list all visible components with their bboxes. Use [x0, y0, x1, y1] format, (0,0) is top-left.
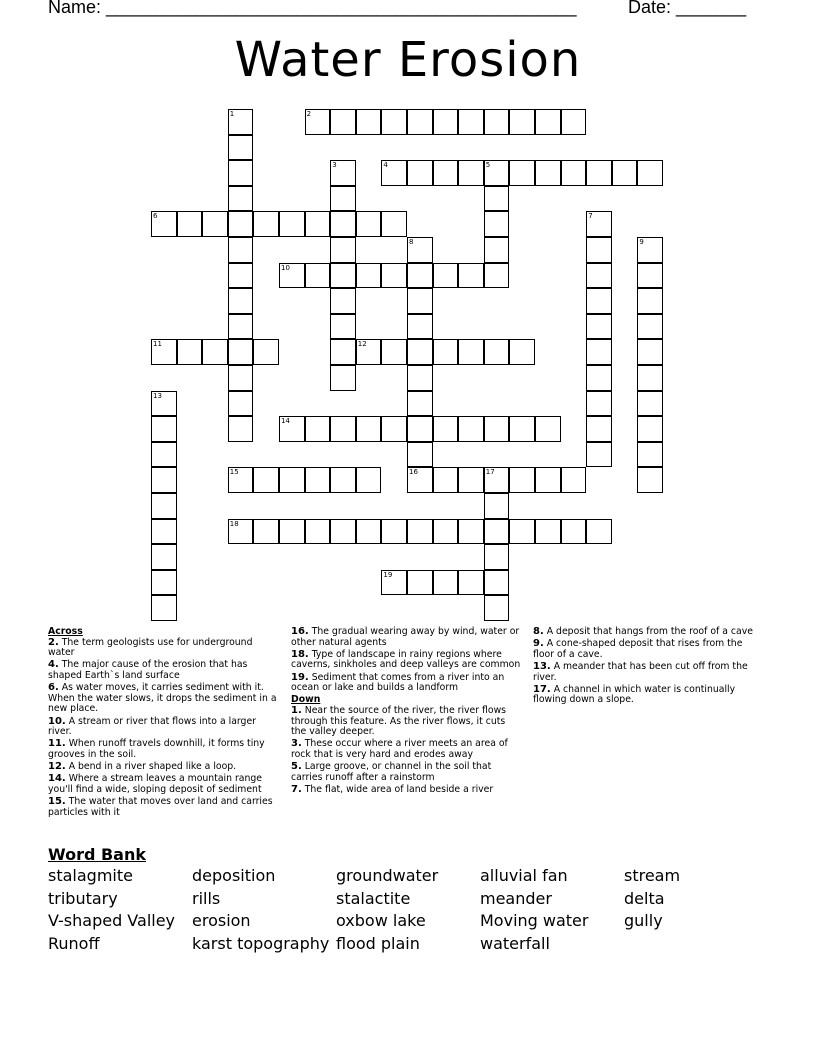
clue-across-2 — [48, 638, 280, 659]
grid-cell[interactable] — [330, 416, 356, 442]
grid-cell[interactable] — [305, 109, 331, 135]
clue-text: A cone-shaped deposit that rises from the floor of a cave. — [533, 638, 743, 660]
clue-number: 16. — [291, 626, 309, 637]
grid-cell[interactable] — [228, 237, 254, 263]
cell-number: 5 — [485, 161, 491, 170]
cell-number: 9 — [639, 238, 644, 246]
clue-down-5 — [291, 762, 523, 783]
grid-cell[interactable] — [407, 519, 433, 545]
grid-cell[interactable] — [433, 416, 459, 442]
grid-cell[interactable] — [484, 493, 510, 519]
grid-cell[interactable] — [484, 339, 510, 365]
cell-number: 1 — [229, 110, 235, 118]
down-heading: Down — [291, 694, 321, 706]
word-bank-item: tributary — [48, 888, 118, 908]
grid-cell[interactable] — [228, 263, 254, 289]
clues-column-3 — [533, 627, 758, 708]
clue-number: 13. — [533, 660, 551, 672]
grid-cell[interactable] — [330, 237, 356, 263]
grid-cell[interactable] — [484, 211, 510, 237]
grid-cell[interactable] — [228, 211, 254, 237]
grid-cell[interactable] — [612, 160, 638, 186]
grid-cell[interactable] — [484, 416, 510, 442]
grid-cell[interactable] — [484, 544, 510, 570]
grid-cell[interactable] — [433, 339, 459, 365]
grid-cell[interactable] — [356, 263, 382, 289]
grid-cell[interactable] — [637, 288, 663, 314]
grid-cell[interactable] — [381, 416, 407, 442]
word-bank-item: stalactite — [336, 888, 411, 908]
grid-cell[interactable] — [586, 442, 612, 468]
grid-cell[interactable] — [561, 160, 587, 186]
grid-cell[interactable] — [151, 570, 177, 596]
clue-number: 4. — [48, 659, 59, 671]
clue-across-16 — [291, 627, 523, 648]
grid-cell[interactable] — [228, 339, 254, 365]
grid-cell[interactable] — [637, 160, 663, 186]
grid-cell[interactable] — [484, 595, 510, 621]
grid-cell[interactable] — [458, 519, 484, 545]
clue-text: A stream or river that flows into a larger river. — [48, 715, 256, 738]
grid-cell[interactable] — [177, 339, 203, 365]
cell-number: 13 — [153, 391, 162, 400]
clue-text: When runoff travels downhill, it forms tiny grooves in the soil. — [48, 738, 265, 760]
grid-cell[interactable] — [151, 339, 177, 365]
grid-cell[interactable] — [458, 263, 484, 289]
grid-cell[interactable] — [330, 109, 356, 135]
word-bank-title: Word Bank — [48, 845, 147, 864]
grid-cell[interactable] — [484, 160, 510, 186]
grid-cell[interactable] — [177, 211, 203, 237]
grid-cell[interactable] — [202, 339, 228, 365]
clue-across-15 — [48, 797, 280, 818]
grid-cell[interactable] — [586, 416, 612, 442]
clue-text: The gradual wearing away by wind, water or other natural agents — [291, 626, 520, 648]
grid-cell[interactable] — [151, 416, 177, 442]
grid-cell[interactable] — [433, 263, 459, 289]
grid-cell[interactable] — [484, 237, 510, 263]
grid-cell[interactable] — [509, 160, 535, 186]
cell-number: 15 — [229, 468, 239, 477]
clue-text: As water moves, it carries sediment with it. When the water slows, it drops the sediment in a new place. — [48, 682, 277, 715]
grid-cell[interactable] — [253, 211, 279, 237]
word-bank-item: Moving water — [480, 911, 589, 931]
clues-column-1 — [48, 627, 280, 820]
clue-number: 8. — [533, 626, 544, 637]
grid-cell[interactable] — [637, 467, 663, 493]
grid-cell[interactable] — [381, 211, 407, 237]
grid-cell[interactable] — [407, 160, 433, 186]
grid-cell[interactable] — [407, 570, 433, 596]
grid-cell[interactable] — [305, 263, 331, 289]
grid-cell[interactable] — [330, 467, 356, 493]
clue-text: The term geologists use for underground water — [48, 636, 253, 659]
grid-cell[interactable] — [330, 186, 356, 212]
grid-cell[interactable] — [228, 519, 254, 545]
clue-number: 12. — [48, 761, 66, 773]
grid-cell[interactable] — [586, 365, 612, 391]
grid-cell[interactable] — [484, 109, 510, 135]
grid-cell[interactable] — [330, 263, 356, 289]
word-bank-item: V-shaped Valley — [48, 911, 176, 931]
clue-text: Near the source of the river, the river flows through this feature. As the river flows, it cuts the valley deeper. — [291, 704, 507, 738]
grid-cell[interactable] — [228, 135, 254, 161]
grid-cell[interactable] — [356, 109, 382, 135]
grid-cell[interactable] — [407, 442, 433, 468]
grid-cell[interactable] — [458, 339, 484, 365]
cell-number: 4 — [383, 161, 388, 170]
grid-cell[interactable] — [535, 416, 561, 442]
cell-number: 12 — [357, 340, 367, 349]
grid-cell[interactable] — [484, 263, 510, 289]
grid-cell[interactable] — [381, 263, 407, 289]
clue-text: These occur where a river meets an area of rock that is very hard and erodes away — [291, 738, 508, 760]
grid-cell[interactable] — [407, 339, 433, 365]
clue-number: 17. — [533, 683, 551, 695]
grid-cell[interactable] — [330, 365, 356, 391]
clue-text: Sediment that comes from a river into an ocean or lake and builds a landform — [291, 671, 505, 694]
clue-number: 10. — [48, 715, 66, 727]
clue-text: A bend in a river shaped like a loop. — [68, 761, 237, 773]
grid-cell[interactable] — [305, 519, 331, 545]
clue-down-3 — [291, 739, 523, 760]
word-bank-item: delta — [624, 888, 665, 908]
grid-cell[interactable] — [484, 186, 510, 212]
grid-cell[interactable] — [253, 519, 279, 545]
clue-text: A meander that has been cut off from the river. — [533, 660, 748, 683]
cell-number: 6 — [153, 212, 158, 221]
grid-cell[interactable] — [381, 570, 407, 596]
grid-cell[interactable] — [279, 211, 305, 237]
word-bank-item: karst topography — [192, 934, 330, 954]
grid-cell[interactable] — [458, 160, 484, 186]
word-bank-item: stalagmite — [48, 866, 133, 885]
across-heading: Across — [48, 626, 83, 637]
clue-text: The flat, wide area of land beside a river — [304, 783, 494, 795]
grid-cell[interactable] — [535, 109, 561, 135]
clue-down-13 — [533, 662, 758, 683]
grid-cell[interactable] — [458, 416, 484, 442]
clue-down-1 — [291, 706, 523, 738]
grid-cell[interactable] — [637, 442, 663, 468]
grid-cell[interactable] — [407, 109, 433, 135]
grid-cell[interactable] — [586, 263, 612, 289]
grid-cell[interactable] — [586, 519, 612, 545]
clue-text: Where a stream leaves a mountain range you'll find a wide, sloping deposit of sediment — [48, 773, 262, 795]
clue-down-8 — [533, 627, 758, 638]
grid-cell[interactable] — [535, 160, 561, 186]
word-bank-item: stream — [624, 866, 681, 885]
grid-cell[interactable] — [305, 467, 331, 493]
grid-cell[interactable] — [228, 160, 254, 186]
grid-cell[interactable] — [279, 263, 305, 289]
word-bank-item: erosion — [192, 911, 251, 931]
grid-cell[interactable] — [381, 339, 407, 365]
grid-cell[interactable] — [637, 391, 663, 417]
grid-cell[interactable] — [637, 314, 663, 340]
grid-cell[interactable] — [356, 211, 382, 237]
clue-text: Large groove, or channel in the soil that carries runoff after a rainstorm — [291, 761, 492, 783]
cell-number: 16 — [409, 468, 418, 477]
clue-across-12 — [48, 762, 280, 773]
cell-number: 14 — [281, 417, 290, 426]
clue-text: A deposit that hangs from the roof of a cave — [546, 626, 753, 637]
grid-cell[interactable] — [484, 467, 510, 493]
cell-number: 17 — [485, 468, 495, 477]
grid-cell[interactable] — [202, 211, 228, 237]
grid-cell[interactable] — [330, 288, 356, 314]
clue-text: The major cause of the erosion that has shaped Earth`s land surface — [48, 659, 248, 681]
grid-cell[interactable] — [407, 237, 433, 263]
clue-number: 11. — [48, 738, 66, 750]
grid-cell[interactable] — [509, 416, 535, 442]
grid-cell[interactable] — [253, 339, 279, 365]
clue-across-11 — [48, 739, 280, 760]
clue-across-18 — [291, 650, 523, 671]
grid-cell[interactable] — [151, 595, 177, 621]
grid-cell[interactable] — [228, 186, 254, 212]
grid-cell[interactable] — [509, 339, 535, 365]
word-bank-item: deposition — [192, 866, 276, 885]
grid-cell[interactable] — [586, 237, 612, 263]
grid-cell[interactable] — [586, 314, 612, 340]
grid-cell[interactable] — [407, 314, 433, 340]
grid-cell[interactable] — [330, 160, 356, 186]
grid-cell[interactable] — [330, 314, 356, 340]
grid-cell[interactable] — [305, 416, 331, 442]
clue-text: Type of landscape in rainy regions where caverns, sinkholes and deep valleys are common — [291, 648, 521, 671]
grid-cell[interactable] — [381, 160, 407, 186]
grid-cell[interactable] — [279, 416, 305, 442]
word-bank-item: rills — [192, 888, 221, 908]
clue-across-19 — [291, 673, 523, 694]
grid-cell[interactable] — [586, 288, 612, 314]
word-bank-item: meander — [480, 888, 552, 908]
grid-cell[interactable] — [484, 570, 510, 596]
clue-number: 5. — [291, 761, 302, 773]
grid-cell[interactable] — [330, 519, 356, 545]
clue-number: 18. — [291, 648, 309, 660]
clue-across-14 — [48, 774, 280, 795]
grid-cell[interactable] — [228, 109, 254, 135]
clue-text: The water that moves over land and carries particles with it — [48, 796, 273, 818]
grid-cell[interactable] — [586, 211, 612, 237]
grid-cell[interactable] — [151, 442, 177, 468]
grid-cell[interactable] — [407, 416, 433, 442]
clue-across-10 — [48, 717, 280, 738]
grid-cell[interactable] — [535, 467, 561, 493]
grid-cell[interactable] — [433, 160, 459, 186]
clue-down-9 — [533, 639, 758, 660]
grid-cell[interactable] — [509, 467, 535, 493]
grid-cell[interactable] — [228, 467, 254, 493]
grid-cell[interactable] — [356, 339, 382, 365]
grid-cell[interactable] — [228, 391, 254, 417]
grid-cell[interactable] — [407, 365, 433, 391]
grid-cell[interactable] — [279, 467, 305, 493]
grid-cell[interactable] — [458, 467, 484, 493]
word-bank-item: Runoff — [48, 934, 100, 954]
cell-number: 3 — [332, 161, 337, 170]
grid-cell[interactable] — [330, 211, 356, 237]
grid-cell[interactable] — [356, 416, 382, 442]
cell-number: 11 — [153, 340, 162, 349]
grid-cell[interactable] — [228, 288, 254, 314]
grid-cell[interactable] — [151, 493, 177, 519]
grid-cell[interactable] — [637, 237, 663, 263]
grid-cell[interactable] — [458, 109, 484, 135]
grid-cell[interactable] — [407, 288, 433, 314]
cell-number: 7 — [588, 212, 593, 221]
page-title: Water Erosion — [234, 32, 582, 88]
grid-cell[interactable] — [151, 467, 177, 493]
clue-number: 1. — [291, 704, 302, 716]
grid-cell[interactable] — [151, 211, 177, 237]
date-field-label: Date: _______ — [628, 0, 747, 17]
clue-across-4 — [48, 660, 280, 681]
name-field-label: Name: _______________________________________________ — [48, 0, 577, 17]
cell-number: 18 — [229, 519, 239, 528]
word-bank-item: alluvial fan — [480, 866, 568, 885]
clue-down-7 — [291, 785, 523, 796]
clue-number: 3. — [291, 738, 302, 750]
grid-cell[interactable] — [407, 263, 433, 289]
word-bank-item: groundwater — [336, 866, 439, 885]
clue-across-6 — [48, 683, 280, 715]
cell-number: 19 — [383, 570, 393, 579]
grid-cell[interactable] — [561, 467, 587, 493]
word-bank-item: waterfall — [480, 934, 550, 954]
grid-cell[interactable] — [586, 339, 612, 365]
grid-cell[interactable] — [381, 519, 407, 545]
clue-number: 7. — [291, 783, 302, 795]
grid-cell[interactable] — [407, 391, 433, 417]
grid-cell[interactable] — [151, 391, 177, 417]
cell-number: 8 — [409, 238, 414, 246]
clue-number: 15. — [48, 796, 66, 808]
clue-number: 6. — [48, 682, 59, 694]
grid-cell[interactable] — [561, 109, 587, 135]
grid-cell[interactable] — [637, 416, 663, 442]
grid-cell[interactable] — [484, 519, 510, 545]
grid-cell[interactable] — [228, 416, 254, 442]
cell-number: 2 — [306, 110, 312, 118]
grid-cell[interactable] — [509, 109, 535, 135]
clue-number: 2. — [48, 636, 59, 648]
grid-cell[interactable] — [381, 109, 407, 135]
grid-cell[interactable] — [330, 339, 356, 365]
word-bank-item: gully — [624, 911, 663, 931]
grid-cell[interactable] — [509, 519, 535, 545]
grid-cell[interactable] — [228, 314, 254, 340]
clues-column-2 — [291, 627, 523, 797]
grid-cell[interactable] — [637, 263, 663, 289]
clue-number: 19. — [291, 671, 309, 683]
grid-cell[interactable] — [458, 570, 484, 596]
grid-cell[interactable] — [407, 467, 433, 493]
grid-cell[interactable] — [433, 519, 459, 545]
clue-number: 14. — [48, 773, 66, 785]
grid-cell[interactable] — [356, 519, 382, 545]
word-bank-item: flood plain — [336, 934, 420, 954]
cell-number: 10 — [281, 263, 290, 272]
grid-cell[interactable] — [356, 467, 382, 493]
grid-cell[interactable] — [279, 519, 305, 545]
clue-text: A channel in which water is continually flowing down a slope. — [533, 683, 736, 706]
grid-cell[interactable] — [433, 467, 459, 493]
grid-cell[interactable] — [228, 365, 254, 391]
grid-cell[interactable] — [586, 391, 612, 417]
clue-down-17 — [533, 685, 758, 706]
grid-cell[interactable] — [535, 519, 561, 545]
grid-cell[interactable] — [637, 339, 663, 365]
grid-cell[interactable] — [151, 544, 177, 570]
grid-cell[interactable] — [433, 570, 459, 596]
grid-cell[interactable] — [433, 109, 459, 135]
grid-cell[interactable] — [253, 467, 279, 493]
grid-cell[interactable] — [151, 519, 177, 545]
grid-cell[interactable] — [637, 365, 663, 391]
grid-cell[interactable] — [586, 160, 612, 186]
grid-cell[interactable] — [305, 211, 331, 237]
clue-number: 9. — [533, 638, 544, 650]
word-bank-item: oxbow lake — [336, 911, 426, 931]
grid-cell[interactable] — [561, 519, 587, 545]
